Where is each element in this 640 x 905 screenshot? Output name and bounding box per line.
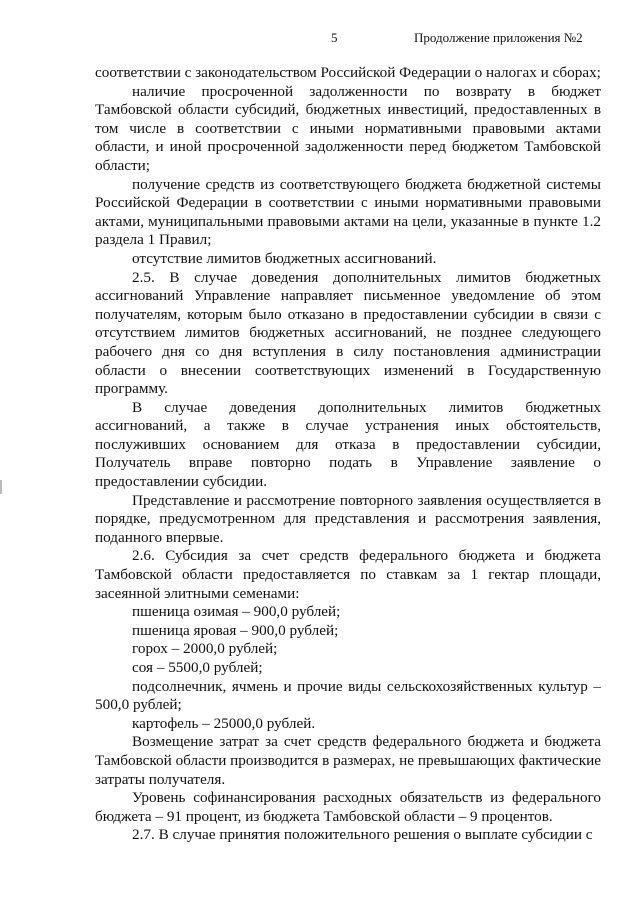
body-paragraph: соя – 5500,0 рублей; [132, 659, 263, 676]
body-paragraph: Представление и рассмотрение повторного заявления осуществляется в порядке, предусмотренном для представления и рассмотрения заявления, поданного впервые. [95, 491, 601, 546]
body-paragraph: отсутствие лимитов бюджетных ассигнований. [132, 249, 437, 267]
body-paragraph: получение средств из соответствующего бюджета бюджетной системы Российской Федерации в соответствии с иными нормативными правовыми актами, муниципальными правовыми актами на цели, указанные в пункте 1.2 раздела 1 Правил; [95, 175, 601, 249]
body-paragraph: наличие просроченной задолженности по возврату в бюджет Тамбовской области субсидий, бюджетных инвестиций, предоставленных в том числе в соответствии с иными нормативными правовыми актами области, и иной просроченной задолженности перед бюджетом Тамбовской области; [95, 82, 601, 174]
body-paragraph: В случае доведения дополнительных лимитов бюджетных ассигнований, а также в случае устранения иных обстоятельств, послуживших основанием для отказа в предоставлении субсидии, Получатель вправе повторно подать в Управление заявление о предоставлении субсидии. [95, 398, 601, 491]
body-paragraph: горох – 2000,0 рублей; [132, 640, 278, 658]
body-paragraph: пшеница яровая – 900,0 рублей; [132, 621, 339, 639]
page-number: 5 [331, 30, 338, 45]
body-paragraph: пшеница озимая – 900,0 рублей; [132, 603, 341, 621]
body-paragraph: подсолнечник, ячмень и прочие виды сельскохозяйственных культур – 500,0 рублей; [95, 677, 601, 714]
body-paragraph: Уровень софинансирования расходных обязательств из федерального бюджета – 91 процент, из бюджета Тамбовской области – 9 процентов. [95, 789, 601, 825]
appendix-continuation-note: Продолжение приложения №2 [414, 30, 583, 45]
body-paragraph: 2.5. В случае доведения дополнительных лимитов бюджетных ассигнований Управление направляет письменное уведомление об этом получателям, которым было отказано в предоставлении субсидии в связи с отсутствием лимитов бюджетных ассигнований, не позднее следующего рабочего дня со дня вступления в силу постановления администрации области о внесении соответствующих изменений в Государственную программу. [95, 268, 601, 398]
body-paragraph: соответствии с законодательством Российской Федерации о налогах и сборах; [95, 64, 601, 81]
scan-edge-mark [0, 480, 2, 494]
document-body [95, 64, 601, 845]
body-paragraph: Возмещение затрат за счет средств федерального бюджета и бюджета Тамбовской области производится в размерах, не превышающих фактические затраты получателя. [95, 733, 601, 788]
body-paragraph: 2.6. Субсидия за счет средств федерального бюджета и бюджета Тамбовской области предоставляется по ставкам за 1 гектар площади, засеянной элитными семенами: [95, 547, 601, 602]
body-paragraph: картофель – 25000,0 рублей. [132, 714, 316, 732]
body-paragraph: 2.7. В случае принятия положительного решения о выплате субсидии с [132, 826, 593, 844]
